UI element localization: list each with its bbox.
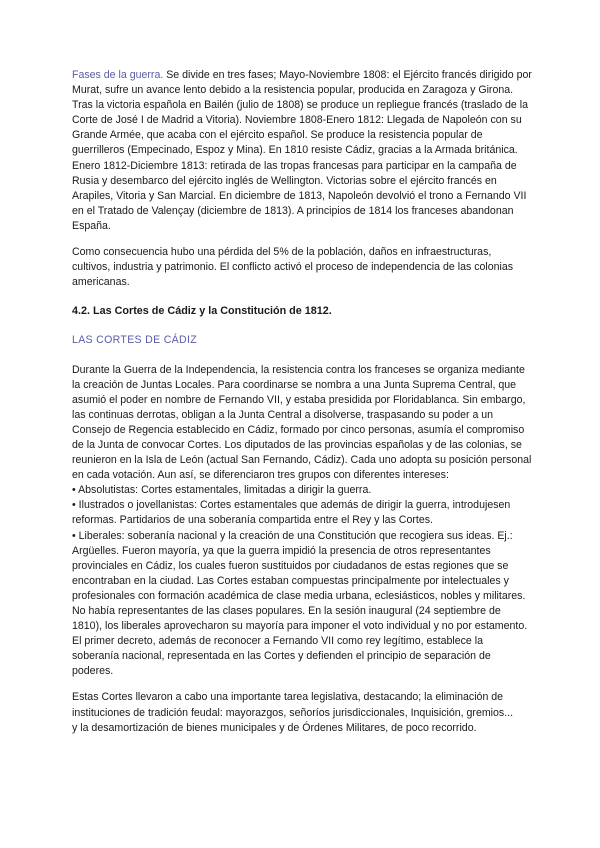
legislative-paragraph-continued: y la desamortización de bienes municipales y de Órdenes Militares, de poco recorrido. bbox=[72, 721, 477, 734]
document-page bbox=[72, 68, 532, 736]
consequence-paragraph: Como consecuencia hubo una pérdida del 5% de la población, daños en infraestructuras, cultivos, industria y patrimonio. El conflicto activó el proceso de independencia de las colonias americanas. bbox=[72, 246, 514, 289]
legislative-paragraph: Estas Cortes llevaron a cabo una importante tarea legislativa, destacando; la eliminación de instituciones de tradición feudal: mayorazgos, señoríos jurisdiccionales, Inquisición, gremios... bbox=[72, 691, 514, 719]
subsection-heading: LAS CORTES DE CÁDIZ bbox=[72, 334, 198, 347]
group-item-enlightened: • Ilustrados o jovellanistas: Cortes estamentales que además de dirigir la guerra, introdujesen reformas. Partidarios de una soberanía compartida entre el Rey y las Cortes. bbox=[72, 499, 511, 527]
third-phase-paragraph: Enero 1812-Diciembre 1813: retirada de las tropas francesas para participar en la campaña de Rusia y desembarco del ejército inglés de Wellington. Victorias sobre el ejército francés en Arapiles, Vitoria y San Marcial. En diciembre de 1813, Napoleón devolvió el trono a Fernando VII en el Tratado de Valençay (diciembre de 1813). A principios de 1814 los franceses abandonan España. bbox=[72, 159, 527, 232]
war-phases-paragraph bbox=[72, 68, 532, 159]
war-phases-text: Se divide en tres fases; Mayo-Noviembre 1808: el Ejército francés dirigido por Murat, sufre un avance lento debido a la resistencia popular, producida en Zaragoza y Girona. Tras la victoria española en Bailén (julio de 1808) se produce un repliegue francés (traslado de la Corte de José I de Madrid a Vitoria). Noviembre 1808-Enero 1812: Llegada de Napoleón con su Grande Armée, que acaba con el ejército español. Se produce la resistencia popular de guerrilleros (Empecinado, Espoz y Mina). En 1810 resiste Cádiz, gracias a la Armada británica. bbox=[72, 69, 532, 157]
group-item-absolutists: • Absolutistas: Cortes estamentales, limitadas a dirigir la guerra. bbox=[72, 484, 372, 497]
group-item-liberals: • Liberales: soberanía nacional y la creación de una Constitución que recogiera sus ideas. Ej.: Argüelles. Fueron mayoría, ya que la guerra impidió la presencia de otros representantes provinciales en Cádiz, los cuales fueron sustituidos por ciudadanos de estas regiones que se encontraban en la ciudad. Las Cortes estaban compuestas principalmente por intelectuales y profesionales con formación académica de clase media urbana, eclesiásticos, nobles y militares. No había representantes de las clases populares. En la sesión inaugural (24 septiembre de 1810), los liberales aprovecharon su mayoría para imponer el voto individual y no por estamento. El primer decreto, además de reconocer a Fernando VII como rey legítimo, establece la soberanía nacional, representada en las Cortes y defienden el principio de separación de poderes. bbox=[72, 529, 528, 678]
cortes-intro-paragraph: Durante la Guerra de la Independencia, la resistencia contra los franceses se organiza mediante la creación de Juntas Locales. Para coordinarse se nombra a una Junta Suprema Central, que asumió el poder en nombre de Fernando VII, y estaba presidida por Floridablanca. Sin embargo, las continuas derrotas, obligan a la Junta Central a disolverse, traspasando su poder a un Consejo de Regencia establecido en Cádiz, formado por cinco personas, asumía el compromiso de la Junta de convocar Cortes. Los diputados de las provincias españolas y de las colonias, se reunieron en la Isla de León (actual San Fernando, Cádiz). Cada uno adopta su posición personal en cada votación. Aun así, se diferenciaron tres grupos con diferentes intereses: bbox=[72, 363, 532, 482]
section-heading: 4.2. Las Cortes de Cádiz y la Constitución de 1812. bbox=[72, 305, 332, 318]
war-phases-label: Fases de la guerra. bbox=[72, 69, 164, 81]
